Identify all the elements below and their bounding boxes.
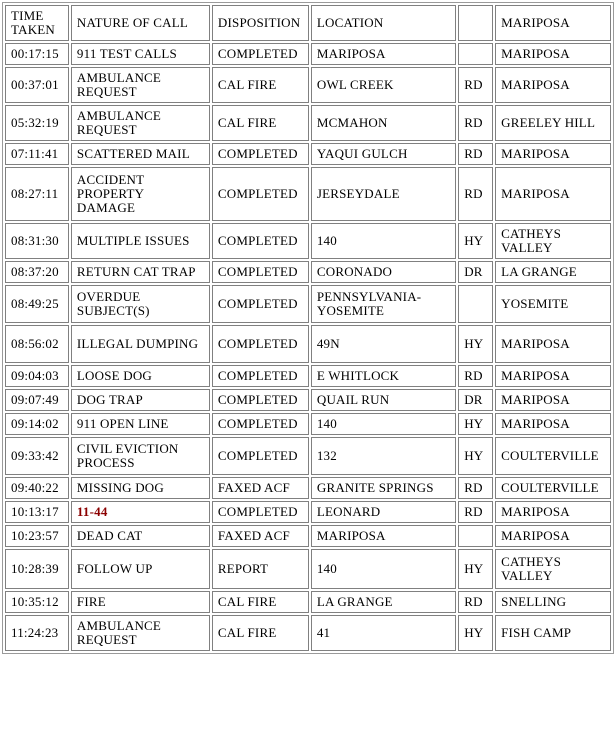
cell-disposition: COMPLETED [212,285,309,323]
cell-city: GREELEY HILL [495,105,611,141]
cell-disposition: COMPLETED [212,261,309,283]
cell-disposition: CAL FIRE [212,591,309,613]
cell-time: 10:23:57 [5,525,69,547]
cell-nature: DEAD CAT [71,525,210,547]
cell-time: 08:27:11 [5,167,69,221]
cell-disposition: COMPLETED [212,437,309,475]
cell-nature: FOLLOW UP [71,549,210,589]
cell-time: 09:14:02 [5,413,69,435]
cell-nature: MISSING DOG [71,477,210,499]
table-row [5,167,611,221]
table-row [5,549,611,589]
cell-city: MARIPOSA [495,389,611,411]
cell-disposition: COMPLETED [212,167,309,221]
cell-suffix: RD [458,143,493,165]
table-row [5,67,611,103]
cell-suffix: DR [458,389,493,411]
call-log-table [2,2,614,654]
cell-suffix: HY [458,223,493,259]
cell-suffix: DR [458,261,493,283]
table-row [5,325,611,363]
cell-disposition: COMPLETED [212,325,309,363]
cell-nature: ACCIDENT PROPERTY DAMAGE [71,167,210,221]
cell-nature: OVERDUE SUBJECT(S) [71,285,210,323]
cell-suffix: HY [458,325,493,363]
cell-city: MARIPOSA [495,525,611,547]
cell-location: 140 [311,413,456,435]
cell-location: YAQUI GULCH [311,143,456,165]
cell-time: 10:28:39 [5,549,69,589]
table-row [5,615,611,651]
cell-nature: AMBULANCE REQUEST [71,105,210,141]
cell-time: 00:17:15 [5,43,69,65]
header-row [5,5,611,41]
cell-location: E WHITLOCK [311,365,456,387]
header-location: LOCATION [311,5,456,41]
cell-location: PENNSYLVANIA-YOSEMITE [311,285,456,323]
cell-location: MCMAHON [311,105,456,141]
cell-disposition: COMPLETED [212,365,309,387]
cell-nature: CIVIL EVICTION PROCESS [71,437,210,475]
cell-location: GRANITE SPRINGS [311,477,456,499]
cell-location: 132 [311,437,456,475]
table-row [5,525,611,547]
cell-suffix: HY [458,413,493,435]
cell-suffix: RD [458,591,493,613]
table-row [5,389,611,411]
cell-location: OWL CREEK [311,67,456,103]
cell-location: CORONADO [311,261,456,283]
cell-location: 140 [311,549,456,589]
cell-disposition: CAL FIRE [212,105,309,141]
cell-nature: LOOSE DOG [71,365,210,387]
cell-time: 05:32:19 [5,105,69,141]
cell-location: 140 [311,223,456,259]
cell-nature: FIRE [71,591,210,613]
cell-time: 00:37:01 [5,67,69,103]
cell-location: LEONARD [311,501,456,523]
cell-disposition: CAL FIRE [212,615,309,651]
cell-suffix [458,285,493,323]
cell-location: 41 [311,615,456,651]
cell-nature: DOG TRAP [71,389,210,411]
cell-nature: 911 OPEN LINE [71,413,210,435]
cell-city: SNELLING [495,591,611,613]
cell-time: 09:40:22 [5,477,69,499]
cell-nature: ILLEGAL DUMPING [71,325,210,363]
table-row [5,285,611,323]
cell-city: COULTERVILLE [495,477,611,499]
header-time-taken: TIME TAKEN [5,5,69,41]
cell-city: MARIPOSA [495,143,611,165]
cell-city: MARIPOSA [495,325,611,363]
cell-nature: MULTIPLE ISSUES [71,223,210,259]
cell-disposition: COMPLETED [212,223,309,259]
header-nature-of-call: NATURE OF CALL [71,5,210,41]
cell-disposition: COMPLETED [212,143,309,165]
cell-city: MARIPOSA [495,167,611,221]
cell-time: 08:37:20 [5,261,69,283]
cell-time: 11:24:23 [5,615,69,651]
cell-location: MARIPOSA [311,525,456,547]
call-rows [5,43,611,651]
cell-suffix [458,43,493,65]
cell-nature: AMBULANCE REQUEST [71,615,210,651]
table-row [5,105,611,141]
cell-time: 09:04:03 [5,365,69,387]
cell-location: JERSEYDALE [311,167,456,221]
cell-city: YOSEMITE [495,285,611,323]
cell-suffix: RD [458,67,493,103]
table-row [5,591,611,613]
cell-disposition: CAL FIRE [212,67,309,103]
cell-city: FISH CAMP [495,615,611,651]
cell-city: COULTERVILLE [495,437,611,475]
cell-city: CATHEYS VALLEY [495,223,611,259]
cell-location: LA GRANGE [311,591,456,613]
table-row [5,261,611,283]
table-row [5,501,611,523]
cell-nature: RETURN CAT TRAP [71,261,210,283]
cell-location: QUAIL RUN [311,389,456,411]
cell-disposition: FAXED ACF [212,477,309,499]
cell-city: LA GRANGE [495,261,611,283]
cell-city: MARIPOSA [495,43,611,65]
cell-suffix: HY [458,549,493,589]
cell-time: 09:33:42 [5,437,69,475]
cell-time: 08:31:30 [5,223,69,259]
cell-disposition: COMPLETED [212,43,309,65]
cell-city: CATHEYS VALLEY [495,549,611,589]
cell-time: 09:07:49 [5,389,69,411]
cell-suffix: HY [458,615,493,651]
header-city: MARIPOSA [495,5,611,41]
cell-disposition: COMPLETED [212,413,309,435]
cell-city: MARIPOSA [495,413,611,435]
cell-city: MARIPOSA [495,365,611,387]
cell-time: 07:11:41 [5,143,69,165]
cell-location: 49N [311,325,456,363]
cell-suffix [458,525,493,547]
cell-time: 10:13:17 [5,501,69,523]
table-row [5,413,611,435]
cell-nature: SCATTERED MAIL [71,143,210,165]
table-row [5,143,611,165]
cell-disposition: FAXED ACF [212,525,309,547]
table-row [5,223,611,259]
header-suffix [458,5,493,41]
call-log [2,2,614,654]
cell-location: MARIPOSA [311,43,456,65]
cell-city: MARIPOSA [495,501,611,523]
cell-nature: 11-44 [71,501,210,523]
table-row [5,437,611,475]
cell-nature: AMBULANCE REQUEST [71,67,210,103]
cell-disposition: COMPLETED [212,501,309,523]
cell-nature: 911 TEST CALLS [71,43,210,65]
cell-city: MARIPOSA [495,67,611,103]
cell-suffix: RD [458,167,493,221]
cell-disposition: REPORT [212,549,309,589]
cell-time: 10:35:12 [5,591,69,613]
cell-time: 08:56:02 [5,325,69,363]
header-disposition: DISPOSITION [212,5,309,41]
table-row [5,43,611,65]
cell-suffix: RD [458,501,493,523]
cell-disposition: COMPLETED [212,389,309,411]
cell-suffix: RD [458,477,493,499]
cell-time: 08:49:25 [5,285,69,323]
table-row [5,365,611,387]
cell-suffix: HY [458,437,493,475]
cell-suffix: RD [458,365,493,387]
table-row [5,477,611,499]
cell-suffix: RD [458,105,493,141]
